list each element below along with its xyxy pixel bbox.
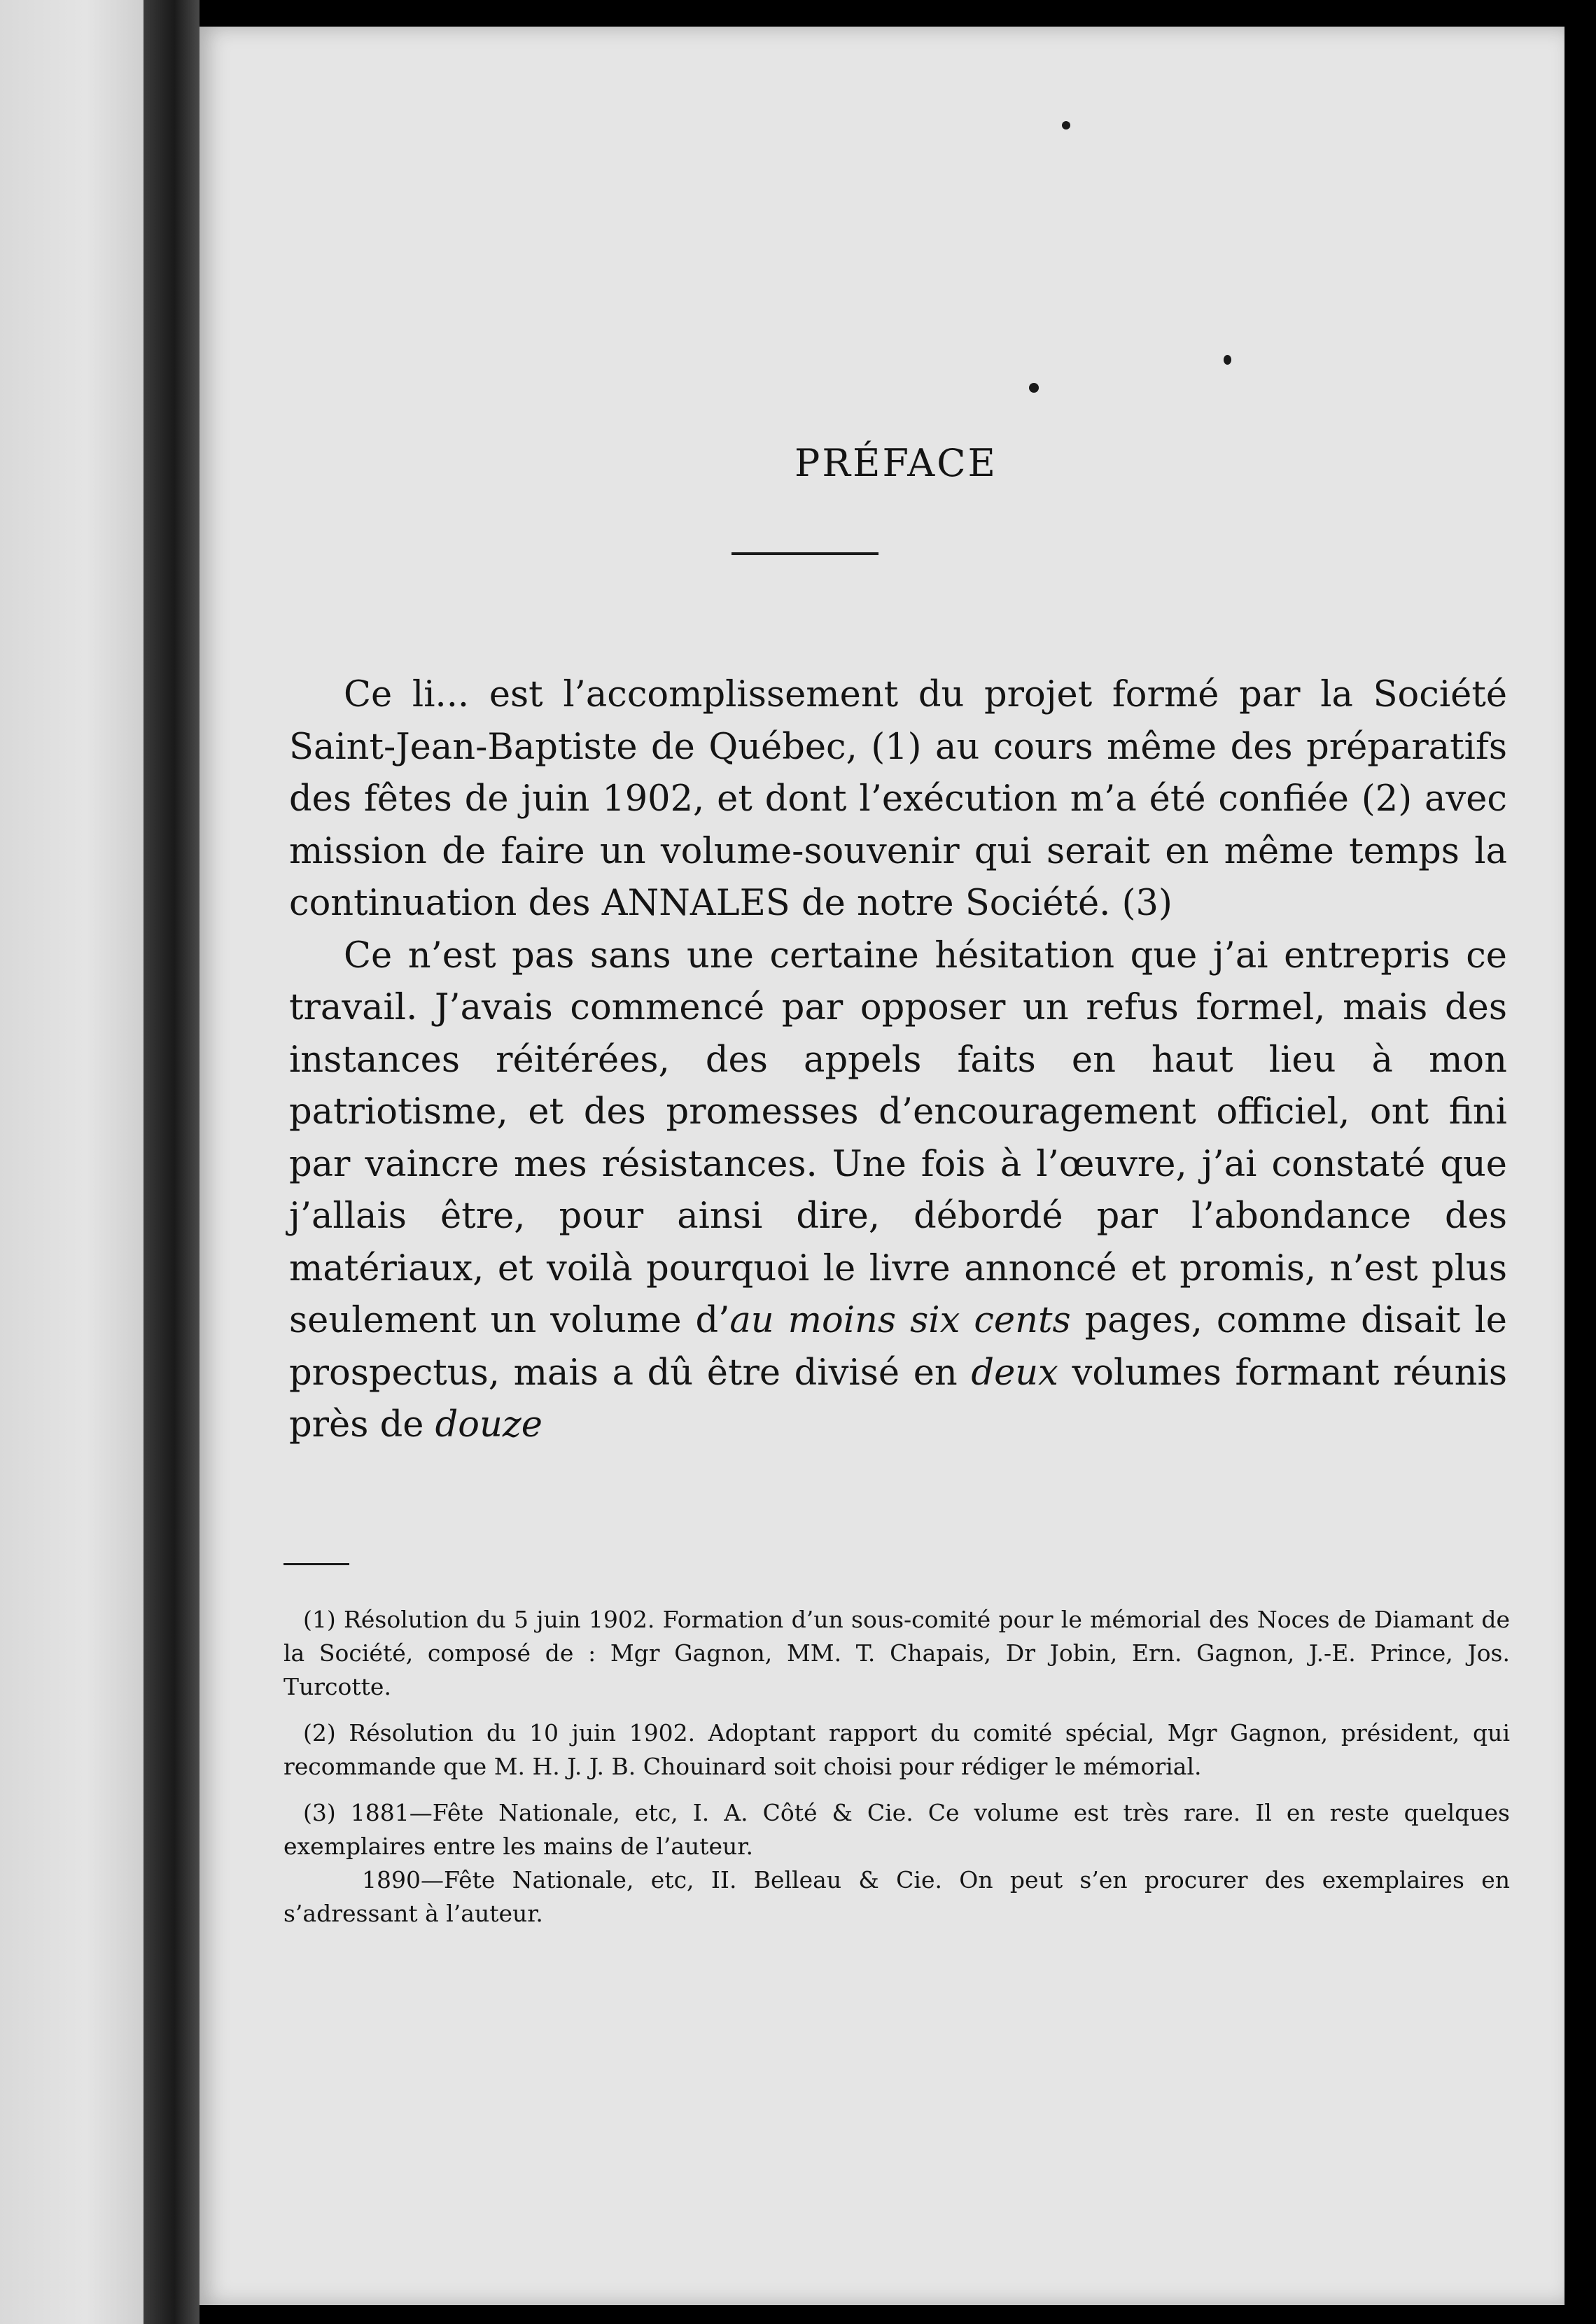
- ink-speck: [1029, 383, 1039, 393]
- italic-text: deux: [971, 1352, 1058, 1394]
- ink-speck: [1224, 355, 1231, 365]
- footnote: (3) 1881—Fête Nationale, etc, I. A. Côté & Cie. Ce volume est très rare. Il en reste quelques exemplaires entre les mains de l’auteur.: [284, 1799, 1510, 1860]
- italic-text: douze: [435, 1404, 542, 1446]
- book-gutter: [144, 0, 200, 2324]
- paragraph-text: volumes formant réunis près de: [289, 1352, 1507, 1446]
- footnote: 1890—Fête Nationale, etc, II. Belleau & Cie. On peut s’en procurer des exemplaires en s’adressant à l’auteur.: [284, 1866, 1510, 1927]
- title-rule: [732, 552, 878, 555]
- left-facing-page: [0, 0, 144, 2324]
- footnote: (1) Résolution du 5 juin 1902. Formation d’un sous-comité pour le mémorial des Noces de Diamant de la Société, composé de : Mgr Gagnon, MM. T. Chapais, Dr Jobin, Ern. Gagnon, J.-E. Prince, Jos. Turcotte.: [284, 1606, 1510, 1700]
- italic-text: au moins six cents: [729, 1300, 1071, 1341]
- paragraph: Ce li... est l’accomplissement du projet formé par la Société Saint-Jean-Baptiste de Québec, (1) au cours même des préparatifs des fêtes de juin 1902, et dont l’exécution m’a été confiée (2) avec mission de faire un volume-souvenir qui serait en même temps la continuation des ANNALES de notre Société. (3): [289, 674, 1507, 924]
- paragraph-text: Ce n’est pas sans une certaine hésitation que j’ai entrepris ce travail. J’avais commencé par opposer un refus formel, mais des instances réitérées, des appels faits en haut lieu à mon patriotisme, et des promesses d’encouragement officiel, ont fini par vaincre mes résistances. Une fois à l’œuvre, j’ai constaté que j’allais être, pour ainsi dire, débordé par l’abondance des matériaux, et voilà pourquoi le livre annoncé et promis, n’est plus seulement un volume d’: [289, 934, 1507, 1341]
- paragraph-text: pages, comme disait le prospectus, mais a dû être divisé en: [289, 1300, 1507, 1394]
- book-page: [200, 27, 1564, 2305]
- body-text: [289, 669, 1507, 1452]
- footnote: (2) Résolution du 10 juin 1902. Adoptant rapport du comité spécial, Mgr Gagnon, président, qui recommande que M. H. J. J. B. Chouinard soit choisi pour rédiger le mémorial.: [284, 1719, 1510, 1780]
- ink-speck: [1062, 121, 1070, 130]
- footnote-rule: [284, 1563, 349, 1565]
- paragraph: [289, 930, 1507, 1452]
- page-title: PRÉFACE: [794, 441, 997, 485]
- footnotes: [284, 1603, 1510, 1943]
